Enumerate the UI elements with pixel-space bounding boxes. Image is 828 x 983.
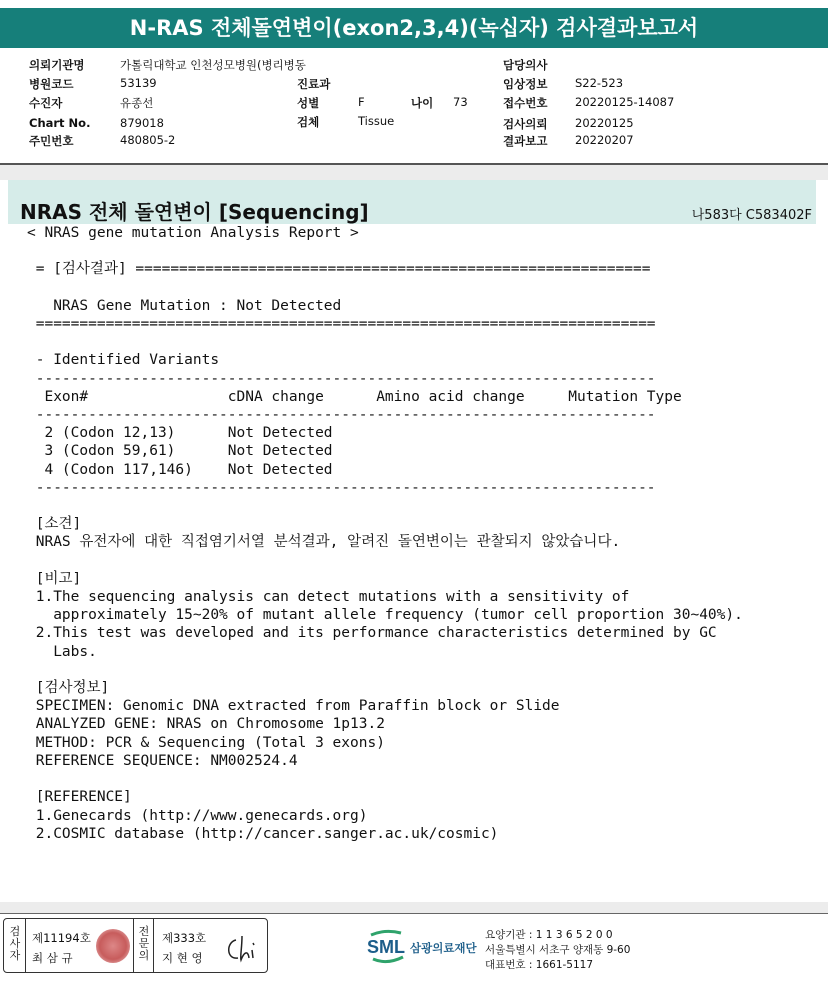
care-institution-code: 요양기관 : 1 1 3 6 5 2 0 0 [485,929,613,941]
signature-icon [222,930,262,966]
sign-divider-3 [153,918,154,973]
report-code: 나583다 C583402F [691,208,812,223]
footer-divider [0,913,828,914]
specialist-number: 제333호 [162,931,207,945]
sex-value: F [358,95,365,109]
examiner-name: 최 삼 규 [32,951,73,965]
specialist-name: 지 현 영 [162,951,203,965]
chart-number-value: 879018 [120,116,164,130]
age-label: 나이 [411,96,434,110]
chart-number-label: Chart No. [29,116,91,130]
report-main-title: N-RAS 전체돌연변이(exon2,3,4)(녹십자) 검사결과보고서 [0,8,828,48]
hospital-code-value: 53139 [120,76,157,90]
org-phone: 대표번호 : 1661-5117 [485,959,594,971]
receipt-number-label: 접수번호 [503,96,548,110]
institution-label: 의뢰기관명 [29,58,85,72]
institution-value: 가톨릭대학교 인천성모병원(병리병동 [120,58,306,72]
org-address: 서울특별시 서초구 양재동 9-60 [485,944,631,956]
resident-id-label: 주민번호 [29,134,74,148]
header-gray-band [0,165,828,180]
department-label: 진료과 [297,77,331,91]
sex-label: 성별 [297,96,320,110]
receipt-number-value: 20220125-14087 [575,95,675,109]
specimen-label: 검체 [297,115,320,129]
sign-divider-1 [25,918,26,973]
doctor-label: 담당의사 [503,58,548,72]
patient-value: 유종선 [120,96,154,110]
report-body-text: < NRAS gene mutation Analysis Report > = [검사결과] =========================================================== NRAS Gene Mutation : Not Detected ======================================================================= - Identified Variants ----------------------------------------------------------------------- Exon# cDNA change Amino acid change Mutation Type ----------------------------------------------------------------------- 2 (Codon 12,13) Not Detected 3 (Codon 59,61) Not Detected 4 (Codon 117,146) Not Detected ----------------------------------------------------------------------- [소견] NRAS 유전자에 대한 직접염기서열 분석결과, 알려진 돌연변이는 관찰되지 않았습니다. [비고] 1.The sequencing analysis can detect mutations with a sensitivity of approximately 15~20% of mutant allele frequency (tumor cell proportion 30~40%). 2.This test was developed and its performance characteristics determined by GC Labs. [검사정보] SPECIMEN: Genomic DNA extracted from Paraffin block or Slide ANALYZED GENE: NRAS on Chromosome 1p13.2 METHOD: PCR & Sequencing (Total 3 exons) REFERENCE SEQUENCE: NM002524.4 [REFERENCE] 1.Genecards (http://www.genecards.org) 2.COSMIC database (http://cancer.sanger.ac.uk/cosmic) [27,225,743,842]
sml-logo-icon [365,927,409,967]
org-name: 삼광의료재단 [410,941,477,955]
examiner-label: 검사자 [9,925,21,962]
report-date-value: 20220207 [575,133,634,147]
sign-divider-2 [133,918,134,973]
specialist-label: 전문의 [138,925,150,962]
report-section-title: NRAS 전체 돌연변이 [Sequencing] [20,200,369,224]
clinical-info-label: 임상정보 [503,77,548,91]
footer-gray-band [0,902,828,913]
patient-label: 수진자 [29,96,63,110]
examiner-seal-icon [96,929,130,963]
specimen-value: Tissue [358,114,395,128]
age-value: 73 [453,95,468,109]
hospital-code-label: 병원코드 [29,77,74,91]
examiner-number: 제11194호 [32,931,91,945]
clinical-info-value: S22-523 [575,76,624,90]
resident-id-value: 480805-2 [120,133,176,147]
request-date-label: 검사의뢰 [503,117,548,131]
svg-text:SML: SML [367,937,405,957]
report-date-label: 결과보고 [503,134,548,148]
request-date-value: 20220125 [575,116,634,130]
